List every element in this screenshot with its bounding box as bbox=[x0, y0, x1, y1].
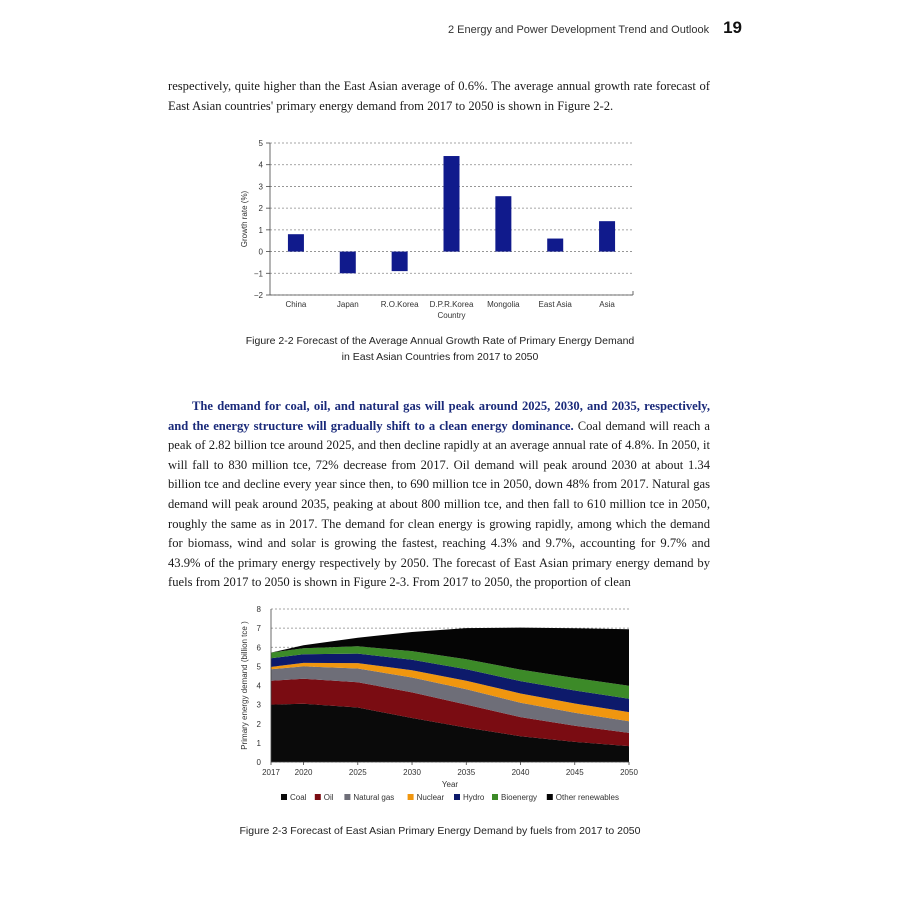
paragraph-1: respectively, quite higher than the East Asian average of 0.6%. The average annual growth rate forecast of East Asian countries' primary energy demand from 2017 to 2050 is shown in Figure 2-2. bbox=[168, 79, 710, 113]
x-tick-label: China bbox=[285, 300, 307, 309]
y-tick-label: 4 bbox=[256, 681, 261, 691]
y-tick-label: 4 bbox=[258, 160, 263, 170]
y-tick-label: 7 bbox=[256, 624, 261, 634]
x-tick-label: 2030 bbox=[403, 768, 421, 777]
figure-2-2-caption-line2: in East Asian Countries from 2017 to 2050 bbox=[341, 351, 539, 363]
x-tick-label: 2040 bbox=[511, 768, 530, 777]
x-tick-label: D.P.R.Korea bbox=[429, 300, 474, 309]
x-tick-label: 2020 bbox=[294, 768, 313, 777]
y-tick-label: −2 bbox=[253, 291, 263, 300]
energy-demand-area-chart bbox=[225, 600, 655, 815]
x-tick-label: Japan bbox=[336, 300, 359, 309]
y-axis-label: Primary energy demand (billion tce ) bbox=[240, 621, 249, 750]
x-axis-label: Country bbox=[437, 311, 466, 320]
legend-label: Hydro bbox=[463, 793, 485, 802]
legend-swatch bbox=[281, 794, 287, 800]
x-tick-label: Mongolia bbox=[487, 300, 520, 309]
figure-2-2-caption-line1: Figure 2-2 Forecast of the Average Annual Growth Rate of Primary Energy Demand bbox=[245, 335, 635, 347]
y-tick-label: 3 bbox=[258, 182, 263, 192]
x-tick-label: 2045 bbox=[565, 768, 584, 777]
y-tick-label: 5 bbox=[256, 662, 261, 672]
legend-label: Other renewables bbox=[555, 793, 619, 802]
legend-swatch bbox=[315, 794, 321, 800]
y-tick-label: 8 bbox=[256, 605, 261, 614]
x-tick-label: R.O.Korea bbox=[380, 300, 419, 309]
bar-mongolia bbox=[495, 196, 511, 251]
legend-swatch bbox=[454, 794, 460, 800]
y-axis-label: Growth rate (%) bbox=[240, 190, 249, 248]
legend-swatch bbox=[547, 794, 553, 800]
y-tick-label: 2 bbox=[258, 204, 263, 214]
x-tick-label: 2025 bbox=[348, 768, 367, 777]
legend-label: Nuclear bbox=[416, 793, 445, 802]
figure-2-3-caption: Figure 2-3 Forecast of East Asian Primary Energy Demand by fuels from 2017 to 2050 bbox=[239, 825, 641, 837]
y-tick-label: 2 bbox=[256, 719, 261, 729]
x-tick-label: 2017 bbox=[262, 768, 280, 777]
chapter-title: 2 Energy and Power Development Trend and Outlook bbox=[447, 24, 710, 36]
legend bbox=[281, 793, 619, 802]
y-tick-label: 1 bbox=[258, 225, 263, 235]
legend-label: Oil bbox=[323, 793, 334, 802]
y-tick-label: 3 bbox=[256, 700, 261, 710]
legend-swatch bbox=[344, 794, 350, 800]
page-number: 19 bbox=[723, 18, 742, 37]
figure-2-2-caption bbox=[220, 333, 660, 365]
bar-rokorea bbox=[392, 252, 408, 272]
bar-asia bbox=[599, 221, 615, 251]
bar-eastasia bbox=[547, 239, 563, 252]
y-tick-label: 1 bbox=[256, 738, 261, 748]
y-tick-label: 0 bbox=[256, 758, 261, 767]
legend-label: Coal bbox=[290, 793, 307, 802]
x-tick-label: East Asia bbox=[538, 300, 572, 309]
paragraph-2-lead: The demand for coal, oil, and natural gas will peak around 2025, 2030, and 2035, respectively, and the energy structure will gradually shift to a clean energy dominance. bbox=[168, 399, 710, 433]
paragraph-2 bbox=[168, 397, 710, 593]
x-tick-label: Asia bbox=[599, 300, 615, 309]
x-axis-label: Year bbox=[441, 780, 459, 789]
y-tick-label: 6 bbox=[256, 643, 261, 653]
bar-dprkorea bbox=[444, 156, 460, 252]
legend-label: Bioenergy bbox=[501, 793, 538, 802]
x-tick-label: 2035 bbox=[457, 768, 476, 777]
legend-swatch bbox=[408, 794, 414, 800]
y-tick-label: −1 bbox=[253, 269, 263, 279]
y-tick-label: 0 bbox=[258, 247, 263, 257]
legend-label: Natural gas bbox=[353, 793, 395, 802]
x-tick-label: 2050 bbox=[620, 768, 638, 777]
growth-rate-bar-chart bbox=[225, 130, 645, 325]
page-header bbox=[448, 18, 742, 40]
paragraph-2-body: Coal demand will reach a peak of 2.82 billion tce around 2025, and then decline rapidly at an average annual rate of 4.8%. In 2050, it will fall to 830 million tce, 72% decrease from 2017. Oil demand will peak around 2030 at about 1.34 billion tce and decline every year since then, to 690 million tce in 2050, down 48% from 2017. Natural gas demand will peak around 2035, peaking at about 800 million tce, and then fall to 610 million tce in 2050, roughly the same as in 2017. The demand for clean energy is growing rapidly, among which the demand for biomass, wind and solar is growing the fastest, reaching 4.3% and 9.7%, accounting for 9.7% and 43.9% of the primary energy respectively by 2050. The forecast of East Asian primary energy demand by fuels from 2017 to 2050 is shown in Figure 2-3. From 2017 to 2050, the proportion of clean bbox=[168, 418, 710, 590]
bar-china bbox=[288, 234, 304, 251]
bar-japan bbox=[340, 252, 356, 274]
legend-swatch bbox=[492, 794, 498, 800]
y-tick-label: 5 bbox=[258, 139, 263, 148]
